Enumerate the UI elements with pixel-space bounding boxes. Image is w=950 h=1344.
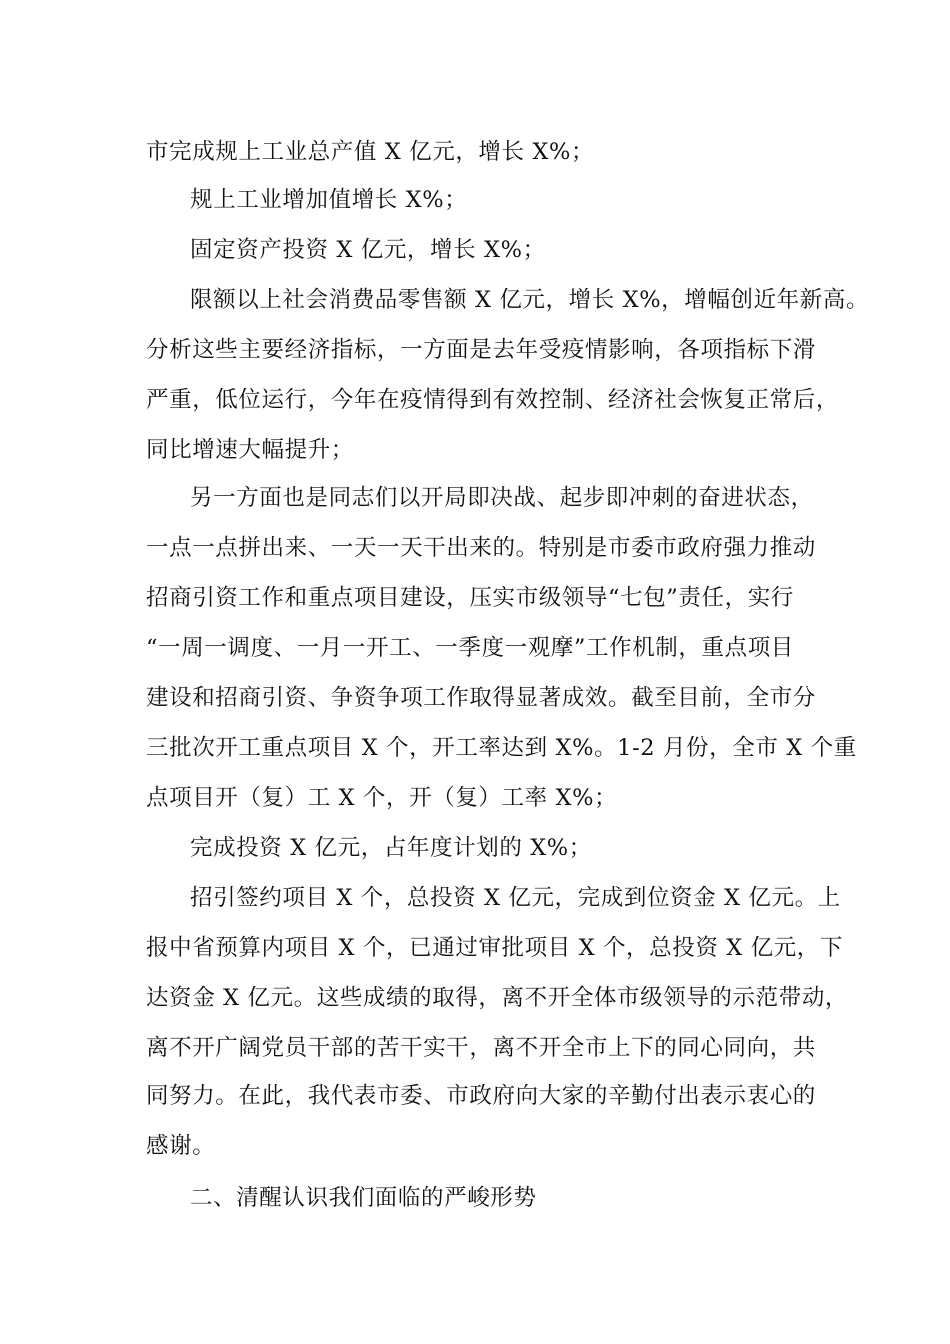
- text-line: 感谢。: [146, 1133, 216, 1159]
- text-line: 另一方面也是同志们以开局即决战、起步即冲刺的奋进状态，: [190, 485, 814, 511]
- text-line: 规上工业增加值增长 X%；: [190, 187, 468, 213]
- text-line: 一点一点拼出来、一天一天干出来的。特别是市委市政府强力推动: [146, 535, 816, 561]
- text-line: 点项目开（复）工 X 个，开（复）工率 X%；: [146, 785, 618, 811]
- text-line: “一周一调度、一月一开工、一季度一观摩”工作机制，重点项目: [146, 635, 794, 661]
- text-line: 招商引资工作和重点项目建设，压实市级领导“七包”责任，实行: [146, 585, 794, 611]
- section-heading: 二、清醒认识我们面临的严峻形势: [190, 1185, 537, 1211]
- text-line: 分析这些主要经济指标，一方面是去年受疫情影响，各项指标下滑: [146, 337, 816, 363]
- text-line: 严重，低位运行，今年在疫情得到有效控制、经济社会恢复正常后，: [146, 387, 840, 413]
- text-line: 同努力。在此，我代表市委、市政府向大家的辛勤付出表示衷心的: [146, 1083, 816, 1109]
- text-line: 招引签约项目 X 个，总投资 X 亿元，完成到位资金 X 亿元。上: [190, 885, 841, 911]
- text-line: 固定资产投资 X 亿元，增长 X%；: [190, 237, 546, 263]
- text-line: 三批次开工重点项目 X 个，开工率达到 X%。1-2 月份，全市 X 个重: [146, 735, 857, 761]
- text-line: 市完成规上工业总产值 X 亿元，增长 X%；: [146, 139, 595, 165]
- text-line: 建设和招商引资、争资争项工作取得显著成效。截至目前，全市分: [146, 685, 816, 711]
- text-line: 完成投资 X 亿元，占年度计划的 X%；: [190, 835, 592, 861]
- text-line: 限额以上社会消费品零售额 X 亿元，增长 X%，增幅创近年新高。: [190, 287, 870, 313]
- text-line: 离不开广阔党员干部的苦干实干，离不开全市上下的同心同向，共: [146, 1035, 816, 1061]
- text-line: 报中省预算内项目 X 个，已通过审批项目 X 个，总投资 X 亿元，下: [146, 935, 843, 961]
- text-line: 同比增速大幅提升；: [146, 437, 354, 463]
- text-line: 达资金 X 亿元。这些成绩的取得，离不开全体市级领导的示范带动，: [146, 985, 849, 1011]
